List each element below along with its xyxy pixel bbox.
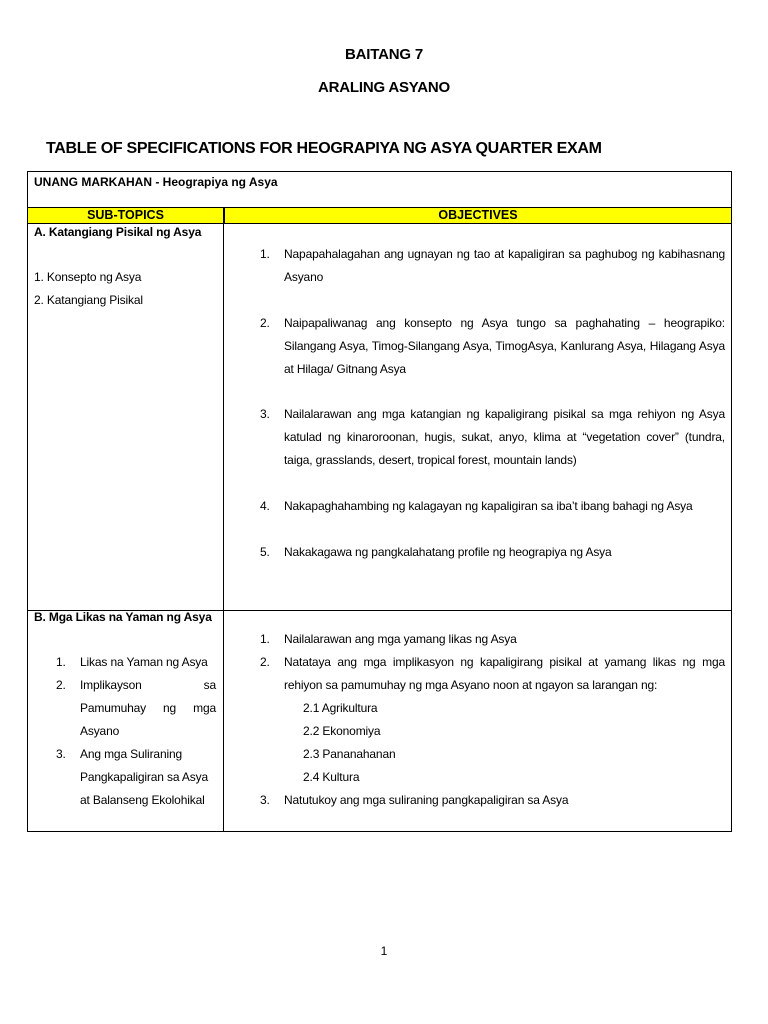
objective-item: 3. Nailalarawan ang mga katangian ng kapaligirang pisikal sa mga rehiyon ng Asya katulad ng kinaroroonan, hugis, sukat, anyo, klima at “vegetation cover” (tundra, taiga, grasslands, desert, tropical forest, mountain lands)	[260, 407, 725, 467]
objective-subpoint: 2.3 Pananahanan	[303, 747, 396, 761]
objective-item: 4. Nakapaghahambing ng kalagayan ng kapaligiran sa iba’t ibang bahagi ng Asya	[260, 499, 693, 513]
objective-item: 5. Nakakagawa ng pangkalahatang profile ng heograpiya ng Asya	[260, 545, 612, 559]
subtopics-column-header: SUB-TOPICS	[28, 208, 223, 224]
section-b-subtopic: 1. Likas na Yaman ng Asya	[56, 655, 208, 669]
column-divider	[223, 208, 224, 831]
objective-item: 1. Napapahalagahan ang ugnayan ng tao at kapaligiran sa paghubog ng kabihasnang Asyano	[260, 247, 725, 284]
section-a-subtopic: 2. Katangiang Pisikal	[34, 293, 143, 307]
section-b-subtopic: 3. Ang mga Suliraning Pangkapaligiran sa Asya at Balanseng Ekolohikal	[56, 747, 208, 807]
subject-title: ARALING ASYANO	[318, 79, 450, 96]
objectives-column-header: OBJECTIVES	[224, 208, 731, 224]
objective-item: 2. Natataya ang mga implikasyon ng kapaligirang pisikal at yamang likas ng mga rehiyon sa pamumuhay ng mga Asyano noon at ngayon sa larangan ng:	[260, 655, 725, 692]
objective-subpoint: 2.2 Ekonomiya	[303, 724, 381, 738]
objective-subpoint: 2.1 Agrikultura	[303, 701, 378, 715]
objective-item: 2. Naipapaliwanag ang konsepto ng Asya tungo sa paghahating – heograpiko: Silangang Asya, Timog-Silangang Asya, TimogAsya, Kanlurang Asya, Hilagang Asya at Hilaga/ Gitnang Asya	[260, 316, 725, 376]
section-a-subtopic: 1. Konsepto ng Asya	[34, 270, 142, 284]
section-b-heading: B. Mga Likas na Yaman ng Asya	[34, 610, 212, 624]
document-heading: TABLE OF SPECIFICATIONS FOR HEOGRAPIYA NG ASYA QUARTER EXAM	[46, 140, 602, 157]
specifications-table	[27, 171, 732, 832]
objective-item: 3. Natutukoy ang mga suliraning pangkapaligiran sa Asya	[260, 793, 569, 807]
section-a-heading: A. Katangiang Pisikal ng Asya	[34, 225, 202, 239]
section-b-subtopic: 2. Implikayson sa Pamumuhay ng mga Asyano	[56, 678, 216, 738]
grade-title: BAITANG 7	[345, 46, 423, 63]
quarter-label: UNANG MARKAHAN - Heograpiya ng Asya	[28, 172, 731, 208]
page-number: 1	[380, 944, 388, 958]
objective-item: 1. Nailalarawan ang mga yamang likas ng Asya	[260, 632, 517, 646]
objective-subpoint: 2.4 Kultura	[303, 770, 360, 784]
